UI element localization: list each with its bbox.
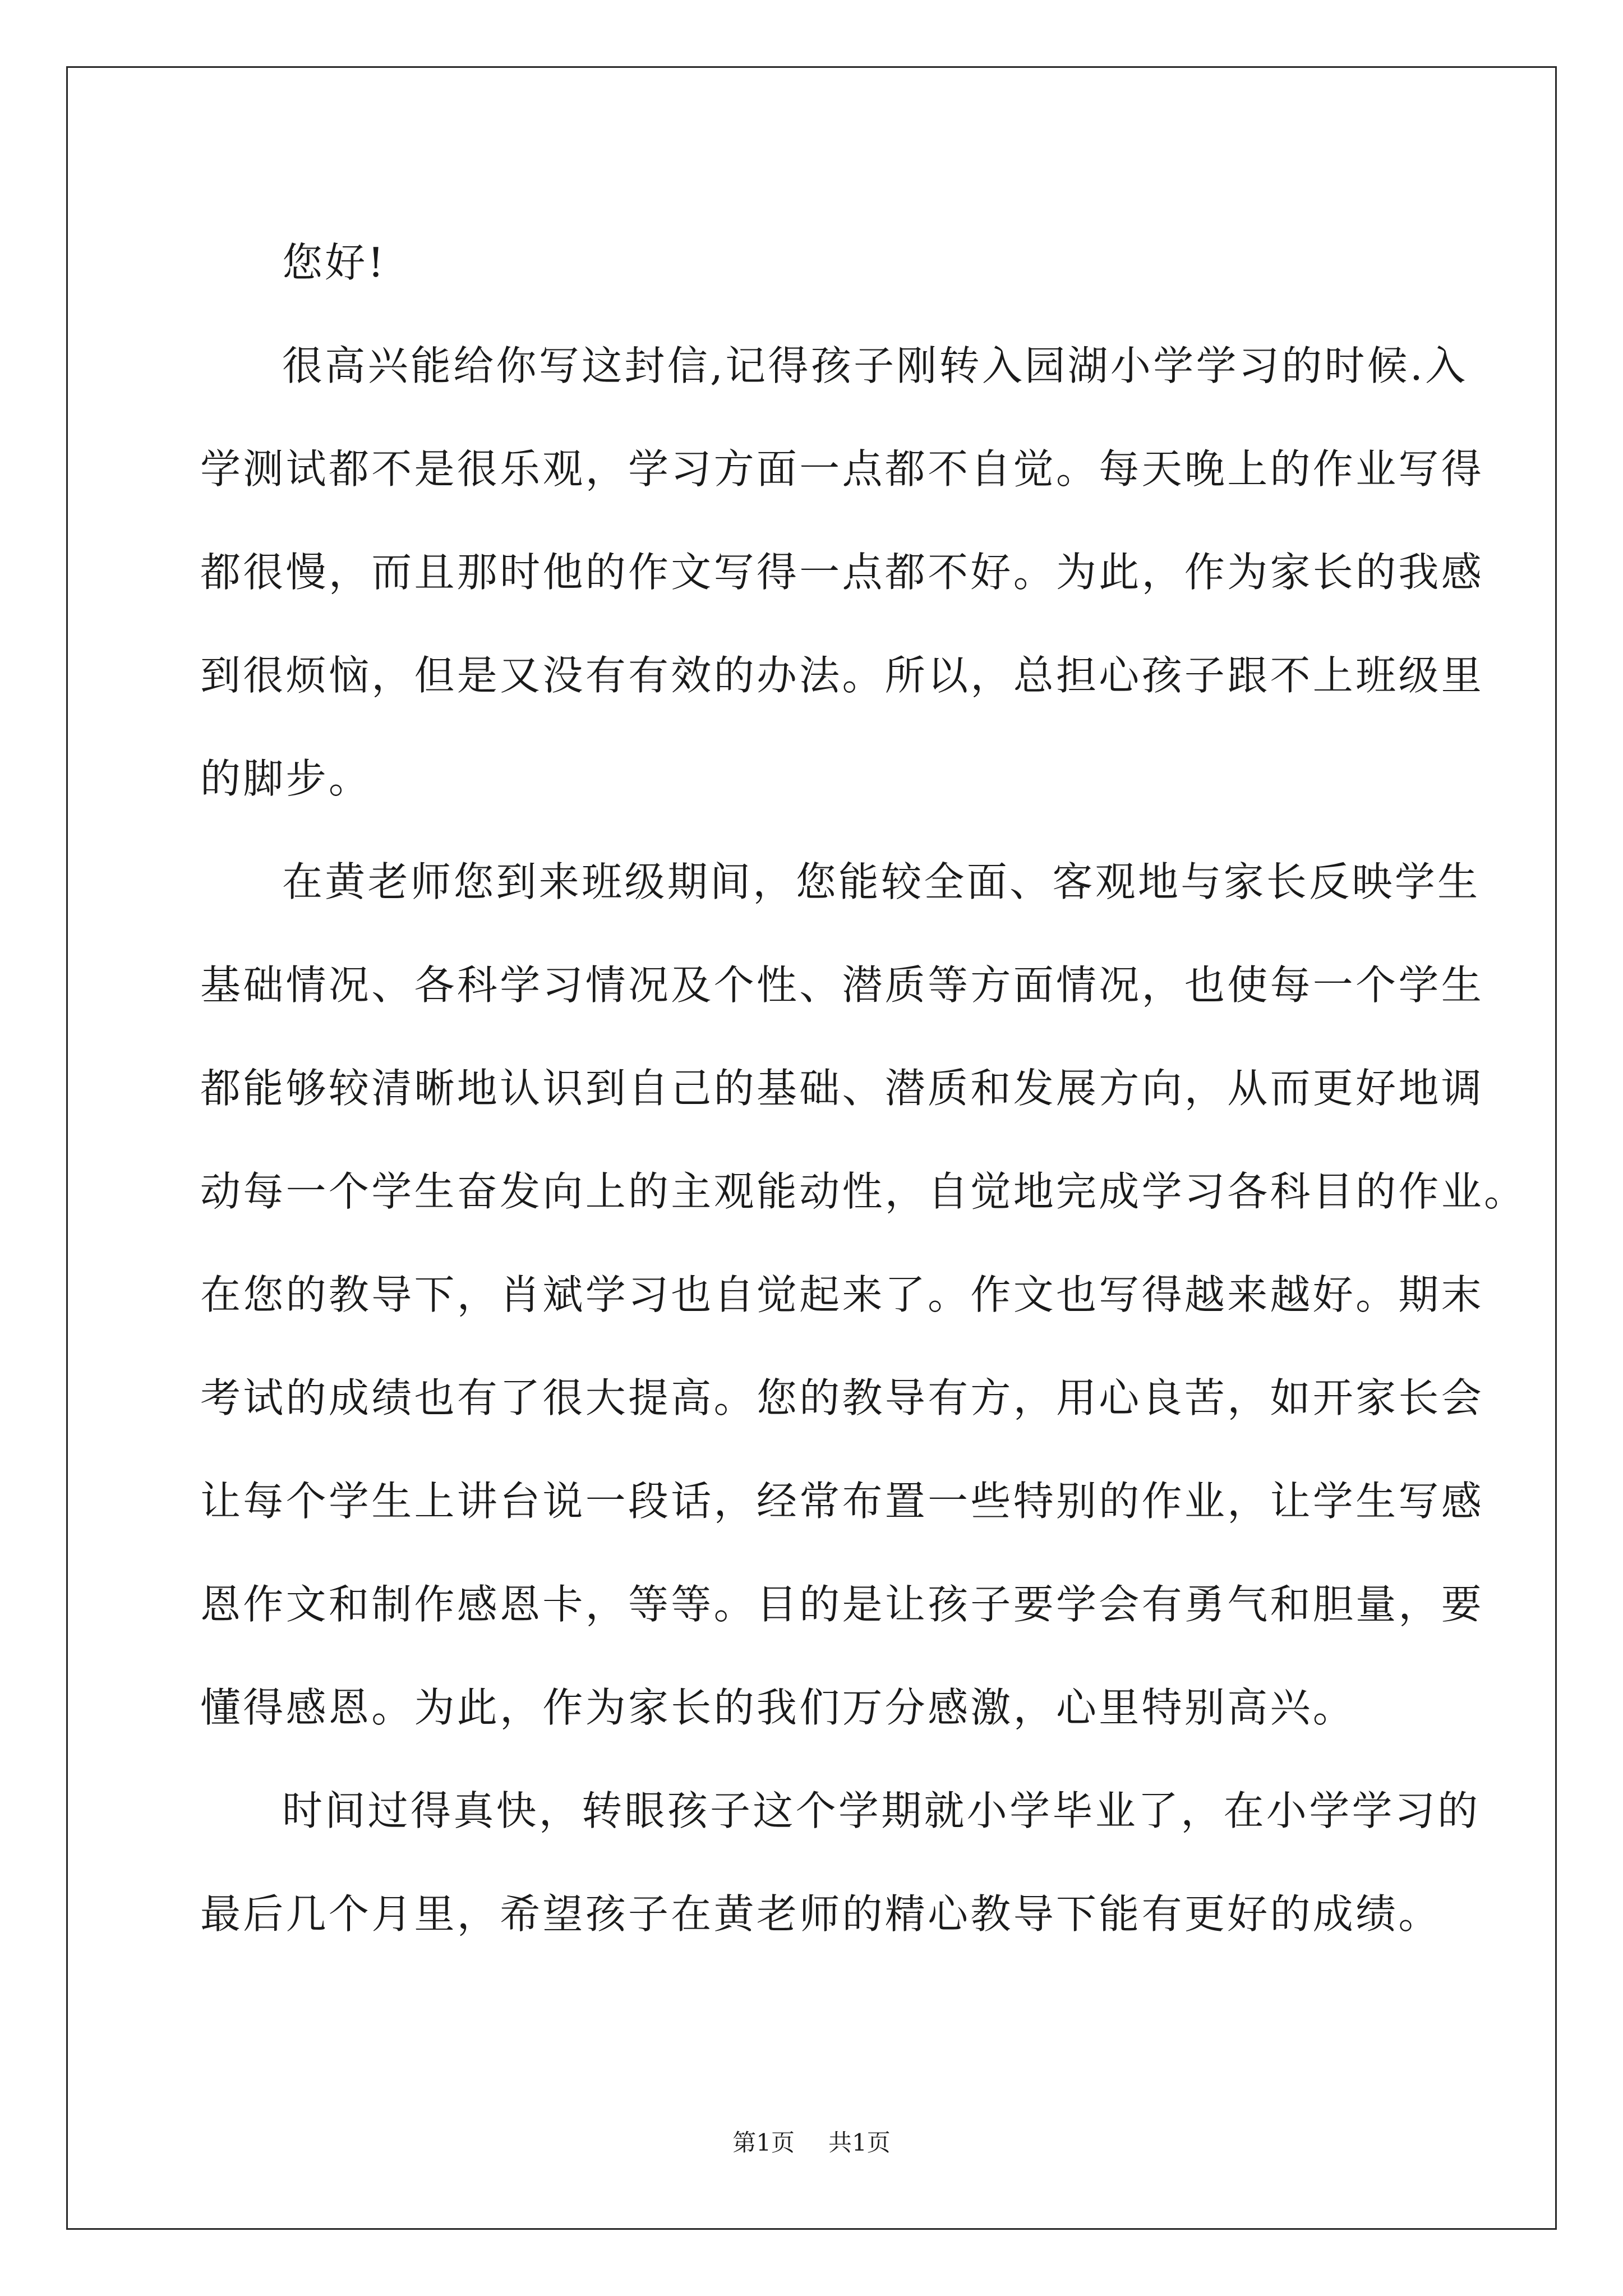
paragraph-2-line-2: 基础情况、各科学习情况及个性、潜质等方面情况，也使每一个学生: [200, 961, 1484, 1009]
paragraph-3-line-2: 最后几个月里，希望孩子在黄老师的精心教导下能有更好的成绩。: [200, 1890, 1441, 1938]
page-number-current: 第1页: [732, 2129, 795, 2156]
paragraph-2-line-3: 都能够较清晰地认识到自己的基础、潜质和发展方向，从而更好地调: [200, 1065, 1484, 1112]
paragraph-1-line-2: 学测试都不是很乐观，学习方面一点都不自觉。每天晚上的作业写得: [200, 445, 1484, 493]
page-footer: [0, 2126, 1623, 2160]
letter-body: [200, 211, 1527, 1966]
paragraph-2-line-1: 在黄老师您到来班级期间，您能较全面、客观地与家长反映学生: [282, 858, 1481, 905]
paragraph-1-line-4: 到很烦恼，但是又没有有效的办法。所以，总担心孩子跟不上班级里: [200, 652, 1484, 699]
paragraph-3-line-1: 时间过得真快，转眼孩子这个学期就小学毕业了，在小学学习的: [282, 1787, 1481, 1834]
paragraph-2-line-5: 在您的教导下，肖斌学习也自觉起来了。作文也写得越来越好。期末: [200, 1271, 1484, 1318]
paragraph-2-line-4: 动每一个学生奋发向上的主观能动性，自觉地完成学习各科目的作业。: [200, 1168, 1527, 1215]
paragraph-1-line-3: 都很慢，而且那时他的作文写得一点都不好。为此，作为家长的我感: [200, 549, 1484, 596]
paragraph-2-line-7: 让每个学生上讲台说一段话，经常布置一些特别的作业，让学生写感: [200, 1478, 1484, 1525]
paragraph-2-line-9: 懂得感恩。为此，作为家长的我们万分感激，心里特别高兴。: [200, 1684, 1356, 1731]
page-number-total: 共1页: [828, 2129, 891, 2156]
paragraph-1-line-5: 的脚步。: [200, 755, 372, 802]
paragraph-1-line-1: 很高兴能给你写这封信,记得孩子刚转入园湖小学学习的时候.入: [282, 342, 1468, 389]
paragraph-2-line-6: 考试的成绩也有了很大提高。您的教导有方，用心良苦，如开家长会: [200, 1374, 1484, 1421]
paragraph-2-line-8: 恩作文和制作感恩卡，等等。目的是让孩子要学会有勇气和胆量，要: [200, 1581, 1484, 1628]
greeting-line: 您好!: [282, 239, 386, 286]
